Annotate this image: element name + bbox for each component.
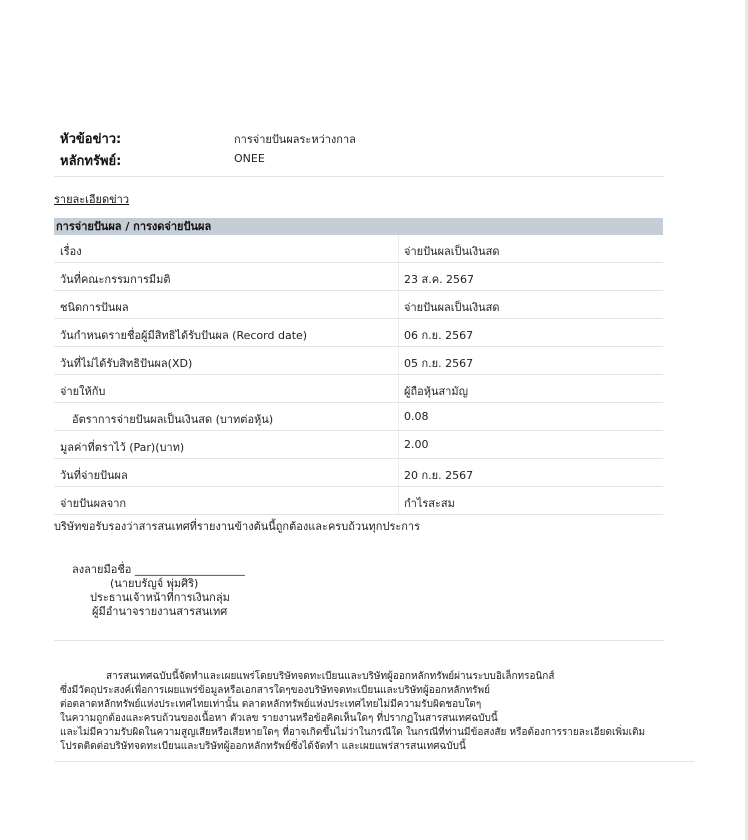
cell-divider	[398, 235, 399, 262]
news-header	[60, 128, 664, 172]
row-label: เรื่อง	[60, 245, 82, 258]
table-row	[54, 235, 663, 263]
table-row	[54, 263, 663, 291]
table-row	[54, 459, 663, 487]
row-value: 2.00	[404, 438, 429, 451]
table-row	[54, 347, 663, 375]
table-row	[54, 375, 663, 403]
security-value: ONEE	[234, 152, 265, 165]
certification-statement: บริษัทขอรับรองว่าสารสนเทศที่รายงานข้างต้นนี้ถูกต้องและครบถ้วนทุกประการ	[54, 520, 421, 533]
table-row	[54, 431, 663, 459]
headline-row	[60, 128, 664, 150]
cell-divider	[398, 319, 399, 346]
row-value: 23 ส.ค. 2567	[404, 273, 475, 286]
dividend-table	[54, 218, 663, 515]
row-label: วันกำหนดรายชื่อผู้มีสิทธิได้รับปันผล (Record date)	[60, 329, 308, 342]
cell-divider	[398, 459, 399, 486]
row-label: จ่ายปันผลจาก	[60, 497, 127, 510]
table-row	[54, 487, 663, 515]
disclaimer-line: ซึ่งมีวัตถุประสงค์เพื่อการเผยแพร่ข้อมูลหรือเอกสารใดๆของบริษัทจดทะเบียนและบริษัทผู้ออกหลักทรัพย์	[60, 685, 491, 696]
cell-divider	[398, 403, 399, 430]
signature-line: ลงลายมือชื่อ ____________________	[72, 563, 245, 576]
disclaimer-line: ต่อตลาดหลักทรัพย์แห่งประเทศไทยเท่านั้น ตลาดหลักทรัพย์แห่งประเทศไทยไม่มีความรับผิดชอบใดๆ	[60, 699, 482, 710]
headline-label: หัวข้อข่าว:	[60, 132, 122, 147]
headline-value: การจ่ายปันผลระหว่างกาล	[234, 133, 356, 146]
cell-divider	[398, 347, 399, 374]
row-value: 05 ก.ย. 2567	[404, 357, 474, 370]
disclaimer	[60, 670, 690, 754]
row-label: มูลค่าที่ตราไว้ (Par)(บาท)	[60, 441, 185, 454]
table-row	[54, 319, 663, 347]
cell-divider	[398, 431, 399, 458]
table-title: การจ่ายปันผล / การงดจ่ายปันผล	[54, 218, 663, 235]
signer-position: ประธานเจ้าหน้าที่การเงินกลุ่ม	[90, 591, 230, 604]
signer-name: (นายบรัญจ์ พุ่มศิริ)	[110, 577, 199, 590]
table-row	[54, 403, 663, 431]
row-value: จ่ายปันผลเป็นเงินสด	[404, 301, 500, 314]
disclaimer-line: และไม่มีความรับผิดในความสูญเสียหรือเสียหายใดๆ ที่อาจเกิดขึ้นไม่ว่าในกรณีใด ในกรณีที่ท่านมีข้อสงสัย หรือต้องการรายละเอียดเพิ่มเติม	[60, 727, 646, 738]
row-label: วันที่ไม่ได้รับสิทธิปันผล(XD)	[60, 357, 193, 370]
row-value: ผู้ถือหุ้นสามัญ	[404, 385, 468, 398]
divider	[54, 761, 694, 762]
divider	[54, 640, 664, 641]
row-label: วันที่จ่ายปันผล	[60, 469, 128, 482]
news-details-link[interactable]: รายละเอียดข่าว	[54, 193, 130, 206]
divider	[54, 176, 664, 177]
security-row	[60, 150, 664, 172]
cell-divider	[398, 487, 399, 514]
disclaimer-line: ในความถูกต้องและครบถ้วนของเนื้อหา ตัวเลข รายงานหรือข้อคิดเห็นใดๆ ที่ปรากฏในสารสนเทศฉบับนี้	[60, 713, 498, 724]
row-value: 06 ก.ย. 2567	[404, 329, 474, 342]
disclaimer-line: โปรดติดต่อบริษัทจดทะเบียนและบริษัทผู้ออกหลักทรัพย์ซึ่งได้จัดทำ และเผยแพร่สารสนเทศฉบับนี้	[60, 741, 466, 752]
row-label: วันที่คณะกรรมการมีมติ	[60, 273, 171, 286]
security-label: หลักทรัพย์:	[60, 154, 122, 169]
row-value: 20 ก.ย. 2567	[404, 469, 474, 482]
cell-divider	[398, 263, 399, 290]
cell-divider	[398, 375, 399, 402]
cell-divider	[398, 291, 399, 318]
table-row	[54, 291, 663, 319]
row-value: 0.08	[404, 410, 429, 423]
row-value: กำไรสะสม	[404, 497, 455, 510]
row-label: จ่ายให้กับ	[60, 385, 106, 398]
row-label: อัตราการจ่ายปันผลเป็นเงินสด (บาทต่อหุ้น)	[72, 413, 274, 426]
signer-authority: ผู้มีอำนาจรายงานสารสนเทศ	[92, 605, 228, 618]
row-label: ชนิดการปันผล	[60, 301, 129, 314]
row-value: จ่ายปันผลเป็นเงินสด	[404, 245, 500, 258]
disclaimer-line: สารสนเทศฉบับนี้จัดทำและเผยแพร่โดยบริษัทจดทะเบียนและบริษัทผู้ออกหลักทรัพย์ผ่านระบบอิเล็กทรอนิกส์	[106, 671, 555, 682]
